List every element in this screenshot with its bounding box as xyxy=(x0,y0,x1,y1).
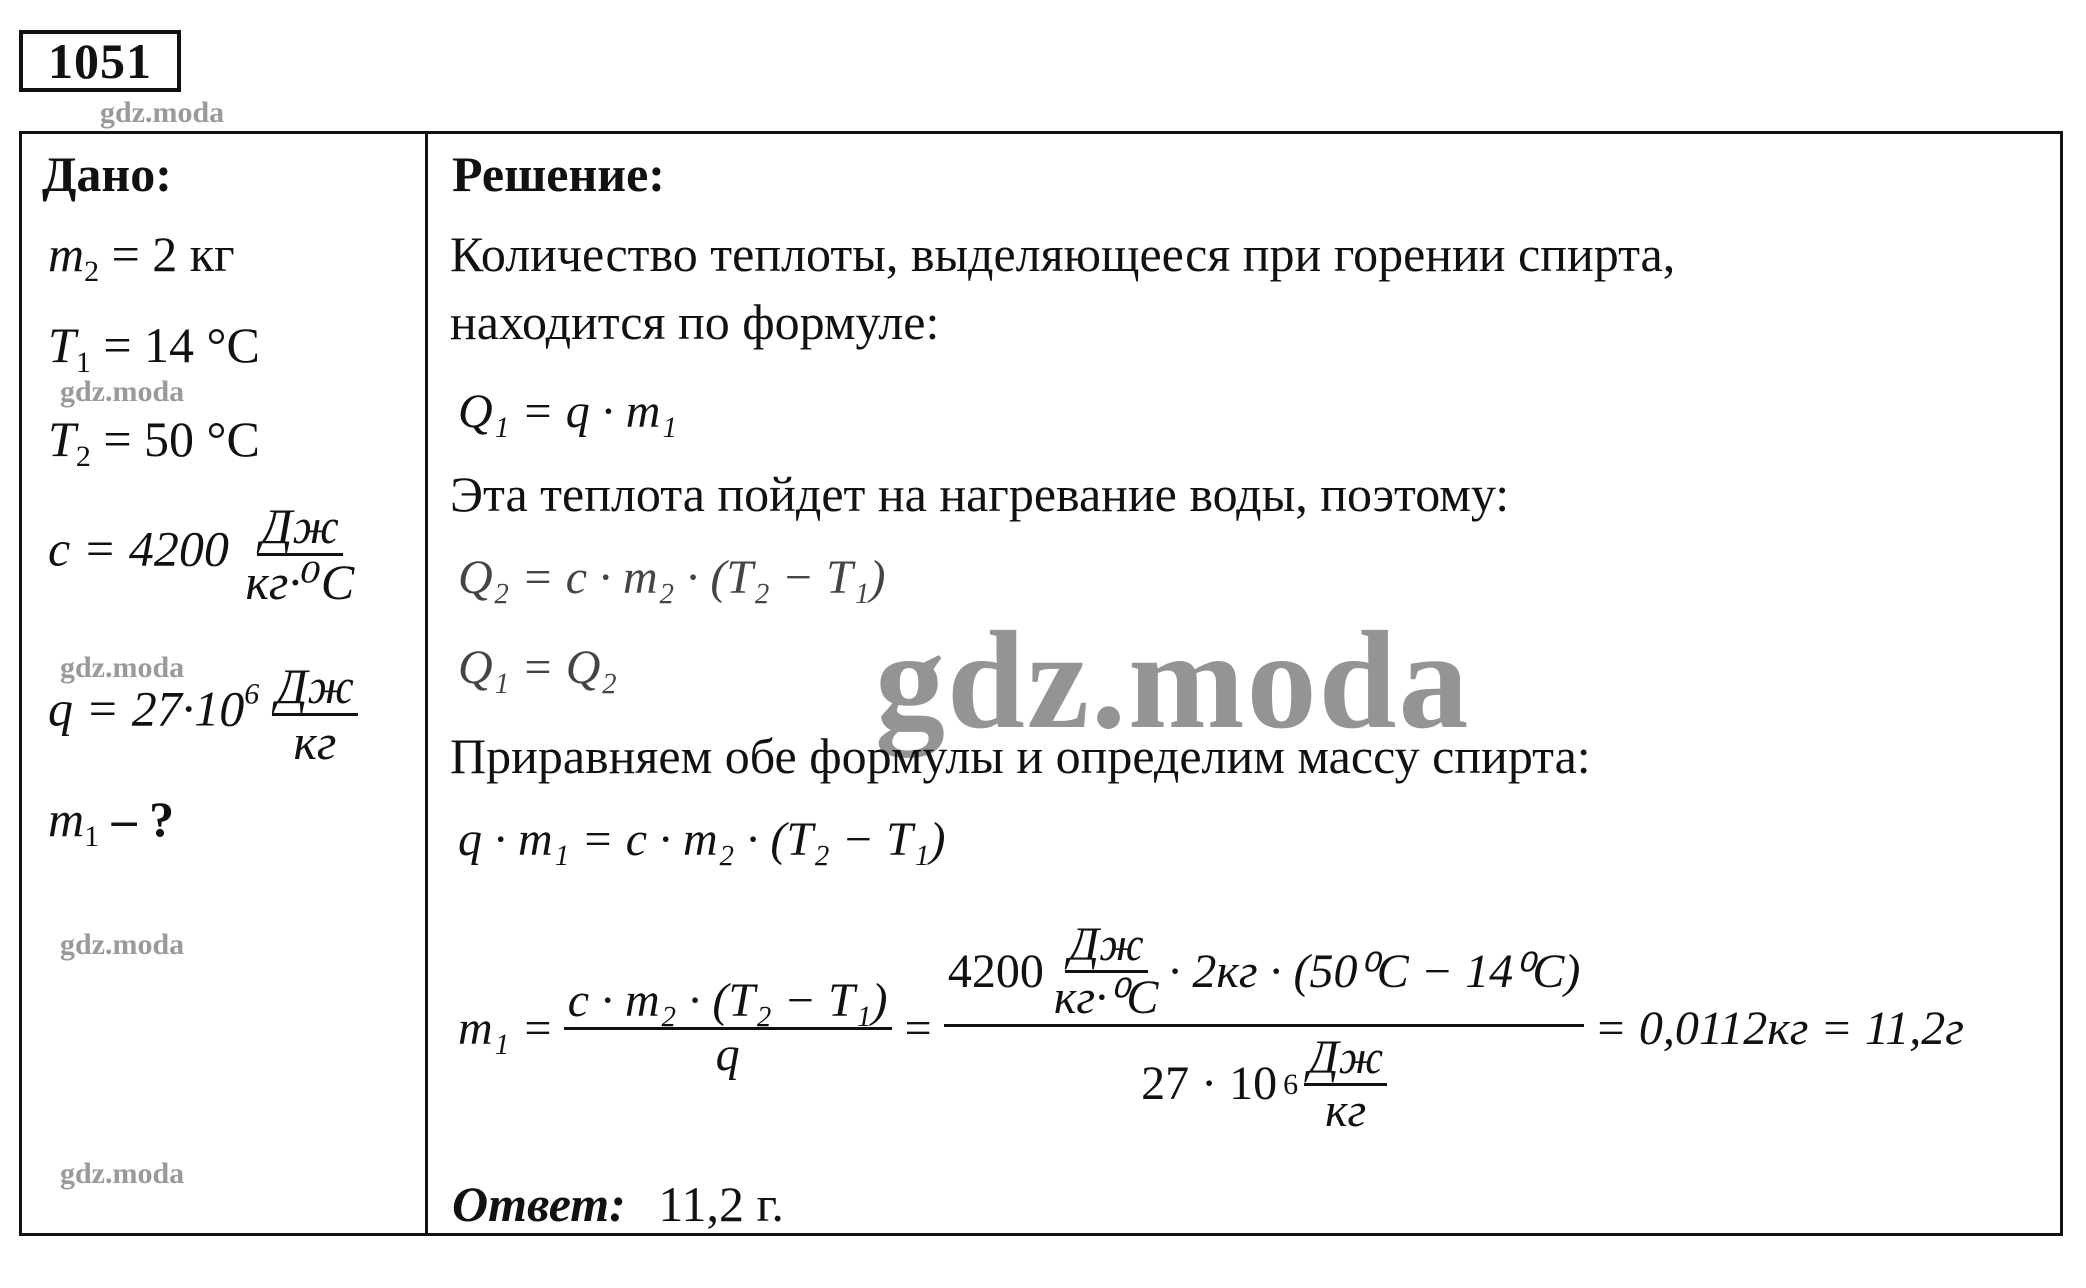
given-find: $m_1$ – ? xyxy=(48,791,175,853)
formula-q2: Q₂ = c · m₂ · (T₂ − T₁) xyxy=(458,551,886,604)
given-t1: $T_1 = 14$ °C xyxy=(48,317,260,379)
given-heading: Дано: xyxy=(42,146,172,202)
watermark: gdz.moda xyxy=(100,96,225,129)
formula-q1: Q₁ = q · m₁ xyxy=(458,385,678,438)
solution-text-1b: находится по формуле: xyxy=(450,294,940,350)
problem-number: 1051 xyxy=(19,30,181,92)
given-m2: $m_2 = 2$ кг xyxy=(48,226,235,288)
watermark: gdz.moda xyxy=(60,928,185,961)
column-divider xyxy=(425,131,428,1236)
solution-heading: Решение: xyxy=(452,146,665,202)
given-t2: $T_2 = 50$ °C xyxy=(48,411,260,473)
given-c: c = 4200 $\frac{Дж}{\text{кг·⁰C}}$ xyxy=(48,498,355,610)
solution-text-2: Эта теплота пойдет на нагревание воды, поэтому: xyxy=(450,466,1510,522)
formula-equation: q · m₁ = c · m₂ · (T₂ − T₁) xyxy=(458,813,946,866)
final-formula: m₁ = $\frac{\text{c · m₂ · (T₂ − T₁)}}{q}$ = 4200 $\frac{Дж}{\text{кг·⁰C}}$ · 2кг · (50⁰C − 14⁰C) 27 · 10 6 $\frac{Дж}{кг}$ = 0,0112кг = 11,2г xyxy=(458,918,1964,1138)
formula-balance: Q₁ = Q₂ xyxy=(458,641,618,694)
answer: Ответ: 11,2 г. xyxy=(452,1176,784,1232)
solution-text-1a: Количество теплоты, выделяющееся при горении спирта, xyxy=(450,226,1676,282)
watermark-large: gdz.moda xyxy=(875,603,1471,758)
watermark: gdz.moda xyxy=(60,1157,185,1190)
given-q: $q = 27\cdot 10^6$ $\frac{Дж}{кг}$ xyxy=(48,660,358,768)
watermark: gdz.moda xyxy=(60,651,185,684)
solution-text-3: Приравняем обе формулы и определим массу спирта: xyxy=(450,728,1591,784)
watermark: gdz.moda xyxy=(60,375,185,408)
